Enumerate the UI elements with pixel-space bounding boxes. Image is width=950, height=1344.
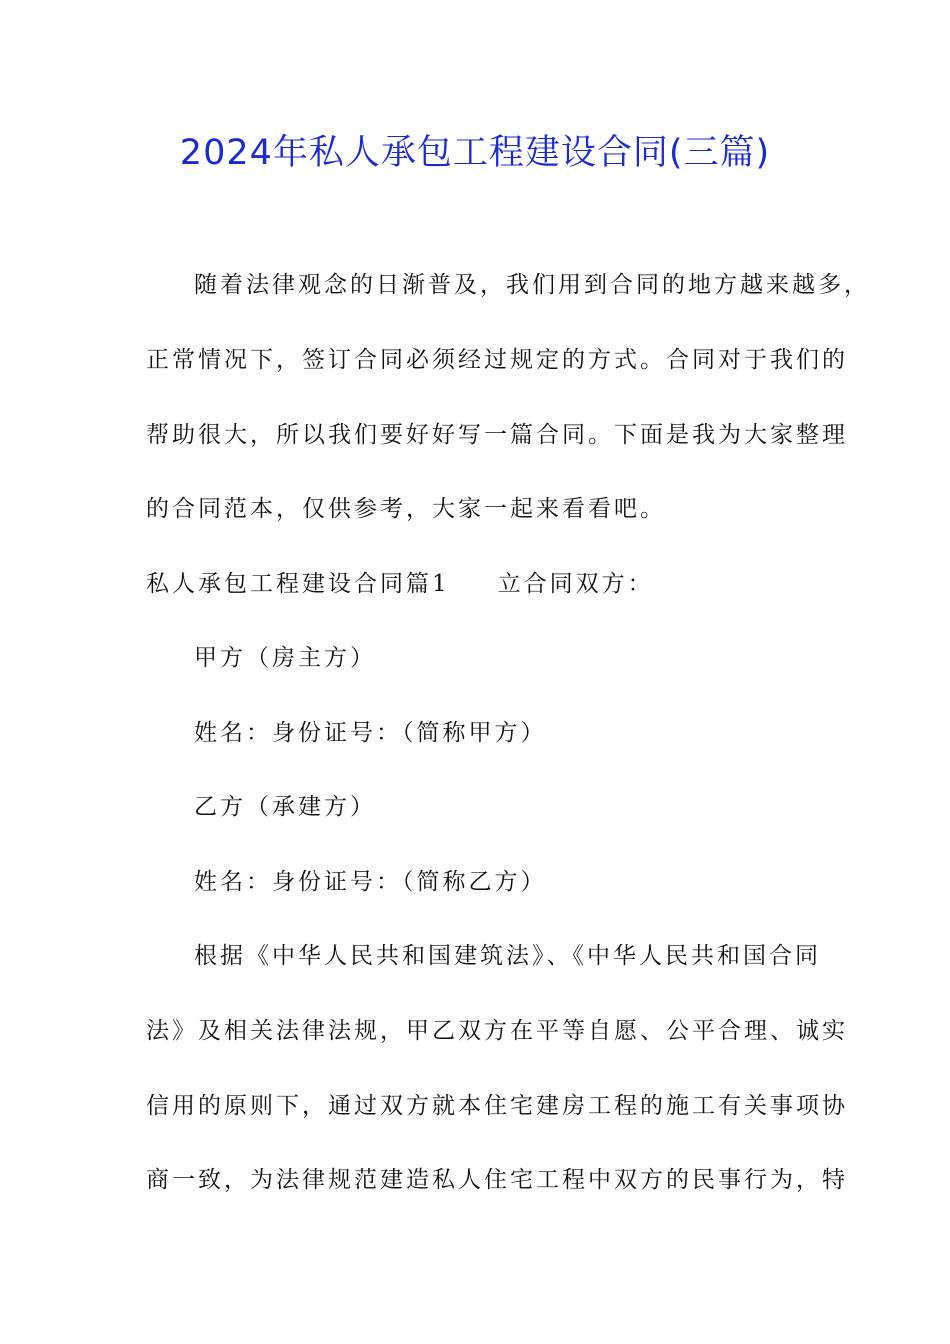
paragraph-line: 根据《中华人民共和国建筑法》、《中华人民共和国合同	[194, 943, 821, 969]
party-b-label: 乙方（承建方）	[194, 794, 376, 820]
paragraph-line: 的合同范本，仅供参考，大家一起来看看吧。	[146, 496, 666, 522]
party-a-label: 甲方（房主方）	[194, 645, 376, 671]
parties-label: 立合同双方：	[497, 571, 654, 597]
section-heading-line	[146, 567, 826, 601]
paragraph-line: 正常情况下，签订合同必须经过规定的方式。合同对于我们的	[146, 347, 848, 373]
paragraph-line: 信用的原则下，通过双方就本住宅建房工程的施工有关事项协	[146, 1093, 848, 1119]
document-title: 2024年私人承包工程建设合同(三篇)	[179, 133, 771, 173]
section-heading: 私人承包工程建设合同篇1	[146, 571, 450, 597]
paragraph-line: 帮助很大，所以我们要好好写一篇合同。下面是我为大家整理	[146, 422, 848, 448]
paragraph-line: 法》及相关法律法规，甲乙双方在平等自愿、公平合理、诚实	[146, 1018, 848, 1044]
party-b-id-line: 姓名：身份证号：（简称乙方）	[194, 869, 547, 895]
paragraph-line: 随着法律观念的日渐普及，我们用到合同的地方越来越多，	[194, 272, 870, 298]
paragraph-line: 商一致，为法律规范建造私人住宅工程中双方的民事行为，特	[146, 1167, 848, 1193]
party-a-id-line: 姓名：身份证号：（简称甲方）	[194, 720, 547, 746]
